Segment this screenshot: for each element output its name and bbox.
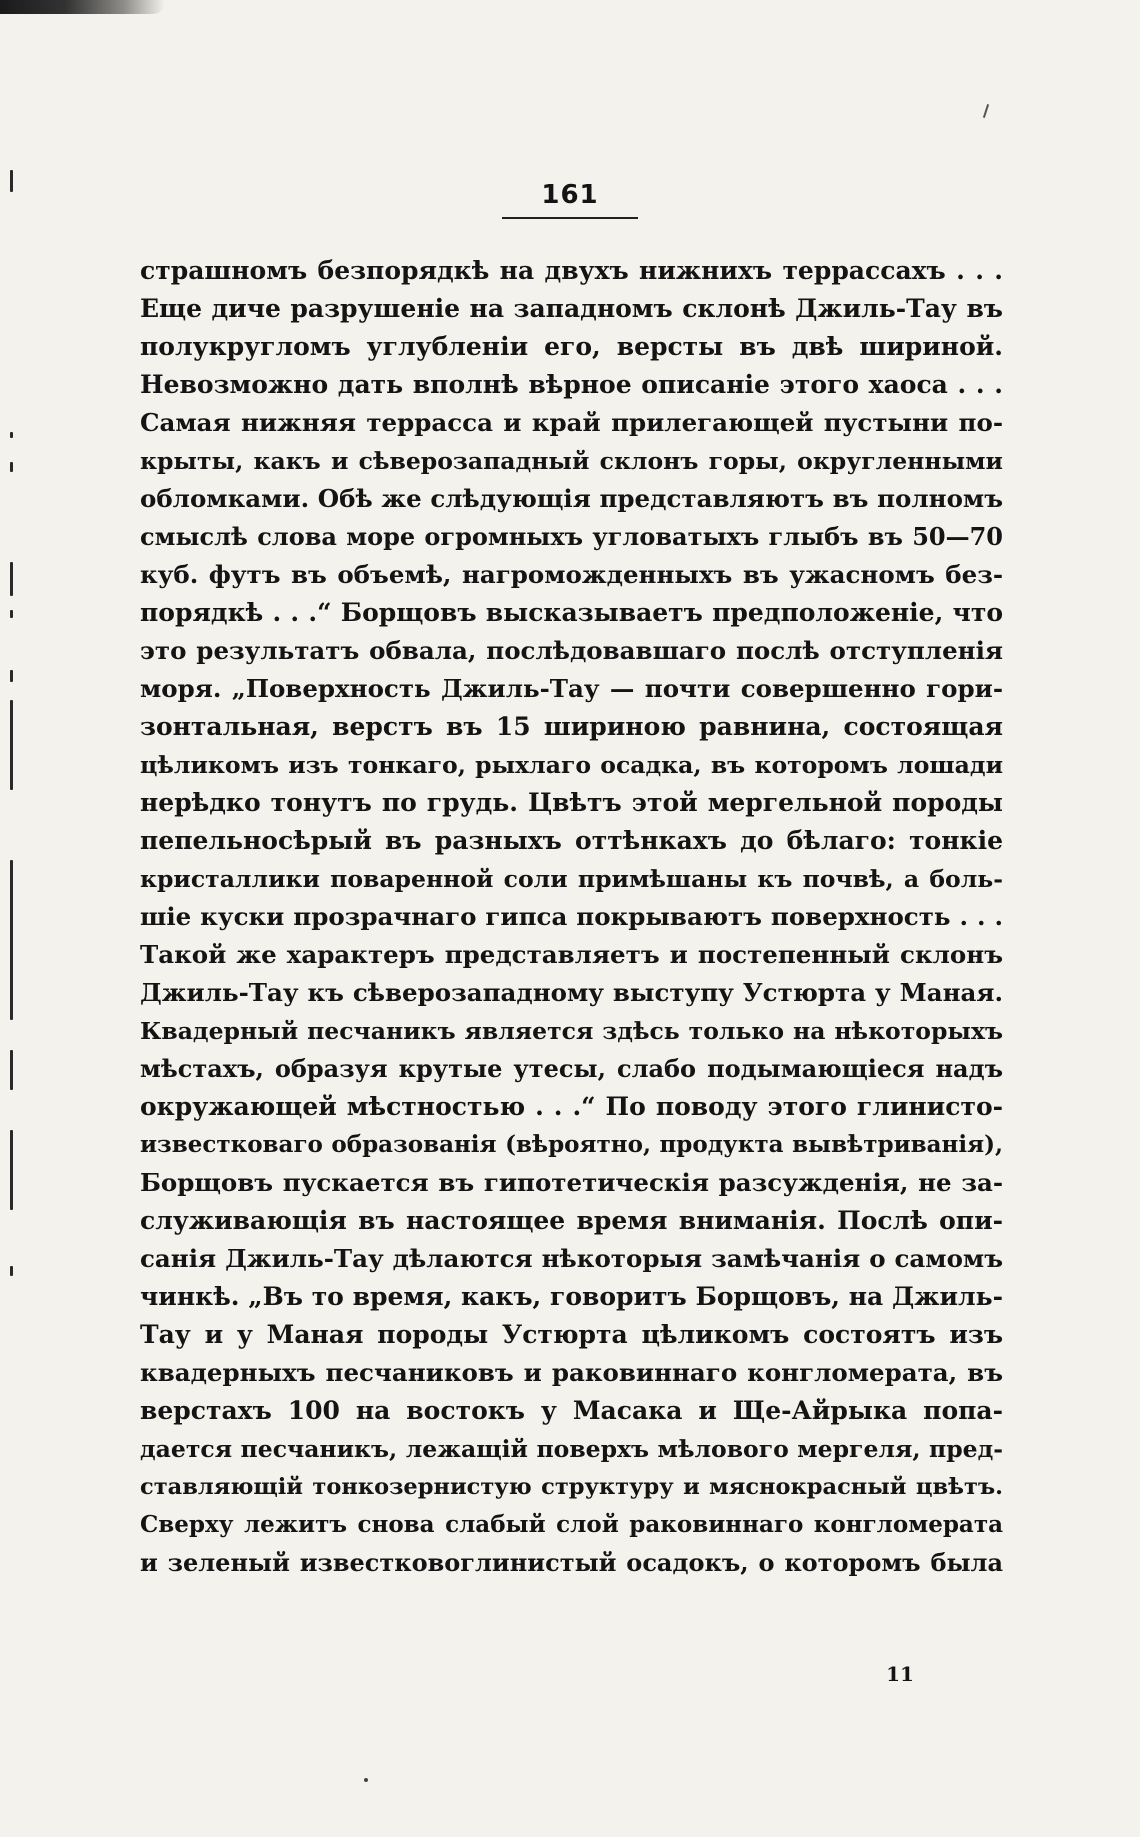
binding-margin-marks — [2, 170, 22, 1370]
text-line: кристаллики поваренной соли примѣшаны къ почвѣ, а боль- — [140, 865, 1003, 893]
text-line: Сверху лежитъ снова слабый слой раковиннаго конгломерата — [140, 1511, 1003, 1538]
text-line: куб. футъ въ объемѣ, нагроможденныхъ въ ужасномъ без- — [140, 560, 1003, 589]
text-line: смыслѣ слова море огромныхъ угловатыхъ глыбъ въ 50—70 — [140, 522, 1003, 551]
text-line: Невозможно дать вполнѣ вѣрное описаніе этого хаоса . . . — [140, 370, 1003, 399]
page-number-rule — [502, 217, 638, 219]
text-line: нерѣдко тонутъ по грудь. Цвѣтъ этой мергельной породы — [140, 788, 1003, 817]
text-line: служивающія въ настоящее время вниманія. Послѣ опи- — [140, 1206, 1003, 1235]
text-line: мѣстахъ, образуя крутые утесы, слабо подымающіеся надъ — [140, 1054, 1003, 1083]
text-line: Борщовъ пускается въ гипотетическія разсужденія, не за- — [140, 1168, 1003, 1197]
text-line: чинкѣ. „Въ то время, какъ, говоритъ Борщовъ, на Джиль- — [140, 1282, 1003, 1311]
text-line: Джиль-Тау къ сѣверозападному выступу Устюрта у Маная. — [140, 978, 1003, 1007]
text-line: шіе куски прозрачнаго гипса покрываютъ поверхность . . . — [140, 902, 1003, 931]
text-line: окружающей мѣстностью . . .“ По поводу этого глинисто- — [140, 1092, 1003, 1121]
body-text — [140, 252, 1003, 1582]
text-line: цѣликомъ изъ тонкаго, рыхлаго осадка, въ которомъ лошади — [140, 751, 1003, 779]
text-line: пепельносѣрый въ разныхъ оттѣнкахъ до бѣлаго: тонкіе — [140, 826, 1003, 855]
text-line: верстахъ 100 на востокъ у Масака и Ще-Айрыка попа- — [140, 1396, 1003, 1425]
text-line: и зеленый известковоглинистый осадокъ, о которомъ была — [140, 1548, 1003, 1577]
text-line: квадерныхъ песчаниковъ и раковиннаго конгломерата, въ — [140, 1358, 1003, 1387]
text-line: страшномъ безпорядкѣ на двухъ нижнихъ террассахъ . . . — [140, 256, 1003, 285]
text-line: Такой же характеръ представляетъ и постепенный склонъ — [140, 940, 1003, 969]
text-line: крыты, какъ и сѣверозападный склонъ горы, округленными — [140, 447, 1003, 475]
text-line: Тау и у Маная породы Устюрта цѣликомъ состоятъ изъ — [140, 1320, 1003, 1349]
scan-smudge — [0, 0, 165, 14]
text-line: ставляющій тонкозернистую структуру и мяснокрасный цвѣтъ. — [140, 1474, 1003, 1500]
text-line: полукругломъ углубленіи его, версты въ двѣ шириной. — [140, 332, 1003, 361]
stray-mark — [983, 104, 989, 118]
text-line: дается песчаникъ, лежащій поверхъ мѣлового мергеля, пред- — [140, 1435, 1003, 1463]
text-line: порядкѣ . . .“ Борщовъ высказываетъ предположеніе, что — [140, 598, 1003, 627]
text-line: Еще диче разрушеніе на западномъ склонѣ Джиль-Тау въ — [140, 294, 1003, 323]
printer-signature-mark: 11 — [886, 1662, 914, 1686]
text-line: известковаго образованія (вѣроятно, продукта вывѣтриванія), — [140, 1131, 1003, 1158]
page-number: 161 — [541, 180, 599, 210]
text-line: Самая нижняя террасса и край прилегающей пустыни по- — [140, 408, 1003, 437]
stray-dot — [364, 1778, 368, 1782]
text-line: обломками. Обѣ же слѣдующія представляютъ въ полномъ — [140, 484, 1003, 513]
text-line: моря. „Поверхность Джиль-Тау — почти совершенно гори- — [140, 674, 1003, 703]
text-line: Квадерный песчаникъ является здѣсь только на нѣкоторыхъ — [140, 1017, 1003, 1045]
text-line: это результатъ обвала, послѣдовавшаго послѣ отступленія — [140, 636, 1003, 665]
text-line: зонтальная, верстъ въ 15 шириною равнина, состоящая — [140, 712, 1003, 741]
text-line: санія Джиль-Тау дѣлаются нѣкоторыя замѣчанія о самомъ — [140, 1244, 1003, 1273]
